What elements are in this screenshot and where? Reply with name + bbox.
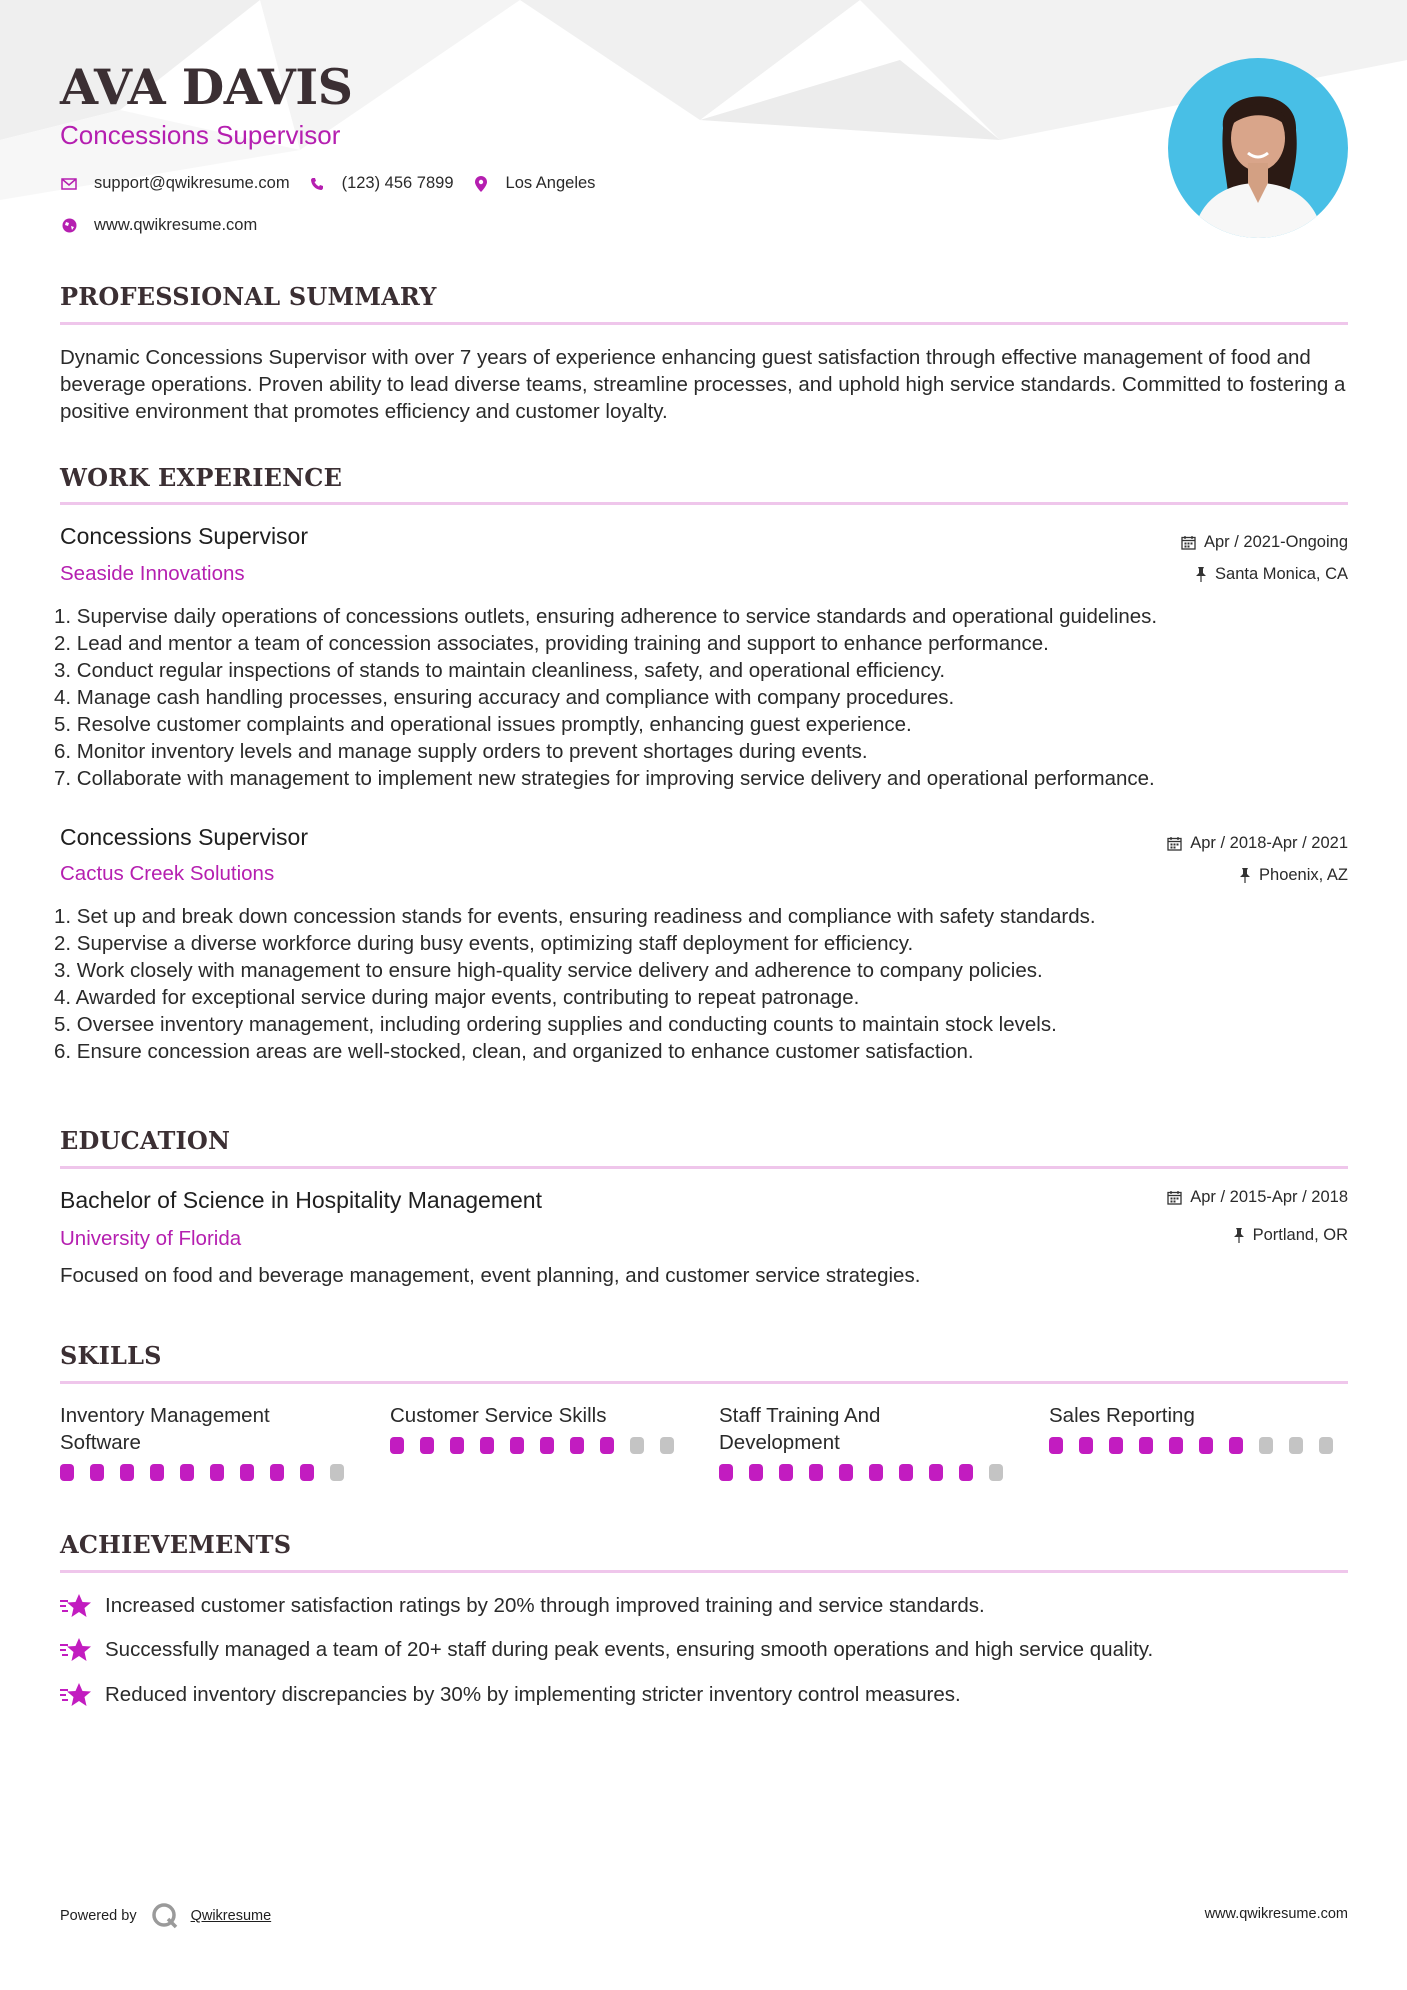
job-bullets: [54, 903, 1354, 1065]
education-heading: EDUCATION: [60, 1126, 231, 1155]
section-divider: [60, 1381, 1348, 1384]
job-dates-text: Apr / 2018-Apr / 2021: [1190, 834, 1348, 852]
job-bullets: [54, 603, 1354, 792]
skill-name: Staff Training And Development: [719, 1404, 881, 1454]
job-company: Cactus Creek Solutions: [60, 862, 275, 885]
contact-row-secondary: [60, 216, 275, 235]
profile-photo: [1168, 58, 1348, 238]
job-title: Concessions Supervisor: [60, 824, 309, 850]
skill-rating: [390, 1437, 690, 1454]
skill-dot-filled: [240, 1464, 254, 1481]
education-location: [1233, 1226, 1348, 1245]
skill-dot-filled: [719, 1464, 733, 1481]
skill-dot-filled: [300, 1464, 314, 1481]
summary-heading: PROFESSIONAL SUMMARY: [60, 282, 437, 311]
skill-name: Sales Reporting: [1049, 1404, 1195, 1427]
globe-icon: [60, 217, 78, 235]
achievement-text: Reduced inventory discrepancies by 30% by implementing stricter inventory control measures.: [105, 1683, 961, 1706]
list-item: 3. Work closely with management to ensure high-quality service delivery and adherence to company policies.: [54, 959, 1043, 982]
skill-rating: [1049, 1437, 1349, 1454]
map-pin-icon: [472, 175, 490, 193]
education-description: Focused on food and beverage management, event planning, and customer service strategies.: [60, 1264, 921, 1287]
job-dates-text: Apr / 2021-Ongoing: [1203, 533, 1348, 551]
skill-item: [719, 1402, 1019, 1481]
achievements-heading: ACHIEVEMENTS: [60, 1530, 292, 1559]
skill-dot-filled: [779, 1464, 793, 1481]
candidate-name: AVA DAVIS: [60, 58, 353, 116]
skill-dot-filled: [1139, 1437, 1153, 1454]
skill-dot-filled: [839, 1464, 853, 1481]
summary-text: Dynamic Concessions Supervisor with over 7 years of experience enhancing guest satisfaction through effective management of food and beverage operations. Proven ability to lead diverse teams, streamline processes, and uphold high service standards. Committed to fostering a positive environment that promotes efficiency and customer loyalty.: [60, 346, 1346, 423]
section-divider: [60, 1166, 1348, 1169]
skill-dot-empty: [330, 1464, 344, 1481]
job-location: [1239, 866, 1348, 885]
list-item: 4. Awarded for exceptional service during major events, contributing to repeat patronage.: [54, 986, 860, 1009]
job-location-text: Santa Monica, CA: [1215, 565, 1348, 583]
website-link[interactable]: www.qwikresume.com: [94, 216, 258, 234]
experience-heading: WORK EXPERIENCE: [60, 463, 343, 492]
pushpin-icon: [1239, 868, 1251, 883]
resume-page: [54, 0, 1348, 1990]
list-item: 2. Supervise a diverse workforce during busy events, optimizing staff deployment for efficiency.: [54, 932, 914, 955]
pushpin-icon: [1195, 567, 1207, 582]
footer-powered-by: [60, 1902, 271, 1930]
skill-dot-empty: [1289, 1437, 1303, 1454]
skill-dot-filled: [1049, 1437, 1063, 1454]
powered-by-label: Powered by: [60, 1908, 137, 1924]
pushpin-icon: [1233, 1228, 1245, 1243]
skill-item: [60, 1402, 360, 1481]
skill-dot-filled: [390, 1437, 404, 1454]
skill-item: [390, 1402, 690, 1454]
contact-row-primary: [60, 174, 613, 193]
skill-dot-filled: [150, 1464, 164, 1481]
list-item: 5. Resolve customer complaints and operational issues promptly, enhancing guest experience.: [54, 713, 912, 736]
list-item: 5. Oversee inventory management, including ordering supplies and conducting counts to maintain stock levels.: [54, 1013, 1057, 1036]
skill-dot-filled: [959, 1464, 973, 1481]
skills-heading: SKILLS: [60, 1341, 162, 1370]
skill-dot-filled: [60, 1464, 74, 1481]
footer-website-link[interactable]: www.qwikresume.com: [1204, 1906, 1348, 1922]
skill-dot-filled: [510, 1437, 524, 1454]
list-item: 4. Manage cash handling processes, ensuring accuracy and compliance with company procedures.: [54, 686, 955, 709]
skill-dot-filled: [1199, 1437, 1213, 1454]
skill-dot-filled: [540, 1437, 554, 1454]
job-title: Concessions Supervisor: [60, 523, 309, 549]
skill-dot-filled: [210, 1464, 224, 1481]
skill-dot-filled: [1079, 1437, 1093, 1454]
list-item: 1. Set up and break down concession stands for events, ensuring readiness and compliance with safety standards.: [54, 905, 1096, 928]
skill-dot-filled: [1169, 1437, 1183, 1454]
skill-dot-filled: [570, 1437, 584, 1454]
envelope-icon: [60, 175, 78, 193]
job-location: [1195, 565, 1348, 584]
phone-number: (123) 456 7899: [341, 174, 454, 192]
job-location-text: Phoenix, AZ: [1259, 866, 1348, 884]
degree-title: Bachelor of Science in Hospitality Management: [60, 1187, 542, 1213]
skill-dot-filled: [90, 1464, 104, 1481]
list-item: 1. Supervise daily operations of concessions outlets, ensuring adherence to service standards and operational guidelines.: [54, 605, 1158, 628]
star-badge-icon: [60, 1592, 92, 1620]
skill-dot-empty: [630, 1437, 644, 1454]
phone-icon: [308, 175, 326, 193]
calendar-icon: [1181, 535, 1196, 550]
skill-item: [1049, 1402, 1349, 1454]
section-divider: [60, 322, 1348, 325]
job-dates: [1181, 533, 1348, 552]
achievement-item: [60, 1681, 961, 1709]
skill-dot-filled: [1229, 1437, 1243, 1454]
section-divider: [60, 502, 1348, 505]
achievement-item: [60, 1592, 985, 1620]
job-dates: [1167, 834, 1348, 853]
list-item: 6. Monitor inventory levels and manage supply orders to prevent shortages during events.: [54, 740, 868, 763]
calendar-icon: [1167, 1190, 1182, 1205]
location-text: Los Angeles: [505, 174, 596, 192]
section-divider: [60, 1570, 1348, 1573]
skill-rating: [60, 1464, 360, 1481]
star-badge-icon: [60, 1636, 92, 1664]
education-location-text: Portland, OR: [1252, 1226, 1348, 1244]
skill-rating: [719, 1464, 1019, 1481]
skill-dot-filled: [450, 1437, 464, 1454]
skill-dot-empty: [1259, 1437, 1273, 1454]
skill-dot-empty: [989, 1464, 1003, 1481]
skill-dot-filled: [270, 1464, 284, 1481]
candidate-title: Concessions Supervisor: [60, 120, 341, 150]
email-link[interactable]: support@qwikresume.com: [94, 174, 290, 192]
skill-dot-filled: [180, 1464, 194, 1481]
skill-dot-filled: [1109, 1437, 1123, 1454]
list-item: 7. Collaborate with management to implement new strategies for improving service delivery and operational performance.: [54, 767, 1155, 790]
achievement-text: Increased customer satisfaction ratings by 20% through improved training and service standards.: [105, 1594, 985, 1617]
skill-dot-filled: [480, 1437, 494, 1454]
skill-dot-filled: [929, 1464, 943, 1481]
list-item: 6. Ensure concession areas are well-stocked, clean, and organized to enhance customer satisfaction.: [54, 1040, 974, 1063]
star-badge-icon: [60, 1681, 92, 1709]
skill-dot-filled: [600, 1437, 614, 1454]
qwikresume-logo-icon: [151, 1902, 179, 1930]
list-item: 2. Lead and mentor a team of concession associates, providing training and support to enhance performance.: [54, 632, 1049, 655]
skill-name: Customer Service Skills: [390, 1404, 607, 1427]
education-dates-text: Apr / 2015-Apr / 2018: [1190, 1188, 1348, 1206]
skill-dot-empty: [660, 1437, 674, 1454]
job-company: Seaside Innovations: [60, 562, 245, 585]
list-item: 3. Conduct regular inspections of stands to maintain cleanliness, safety, and operational efficiency.: [54, 659, 946, 682]
skill-dot-filled: [809, 1464, 823, 1481]
calendar-icon: [1167, 836, 1182, 851]
skill-dot-filled: [120, 1464, 134, 1481]
skill-dot-filled: [749, 1464, 763, 1481]
education-dates: [1167, 1188, 1348, 1207]
school-name: University of Florida: [60, 1227, 242, 1250]
skill-name: Inventory Management Software: [60, 1404, 270, 1454]
skill-dot-filled: [420, 1437, 434, 1454]
skill-dot-empty: [1319, 1437, 1333, 1454]
skill-dot-filled: [869, 1464, 883, 1481]
achievement-text: Successfully managed a team of 20+ staff during peak events, ensuring smooth operations and high service quality.: [105, 1638, 1154, 1661]
qwikresume-link[interactable]: Qwikresume: [190, 1908, 272, 1924]
skill-dot-filled: [899, 1464, 913, 1481]
achievement-item: [60, 1636, 1153, 1664]
